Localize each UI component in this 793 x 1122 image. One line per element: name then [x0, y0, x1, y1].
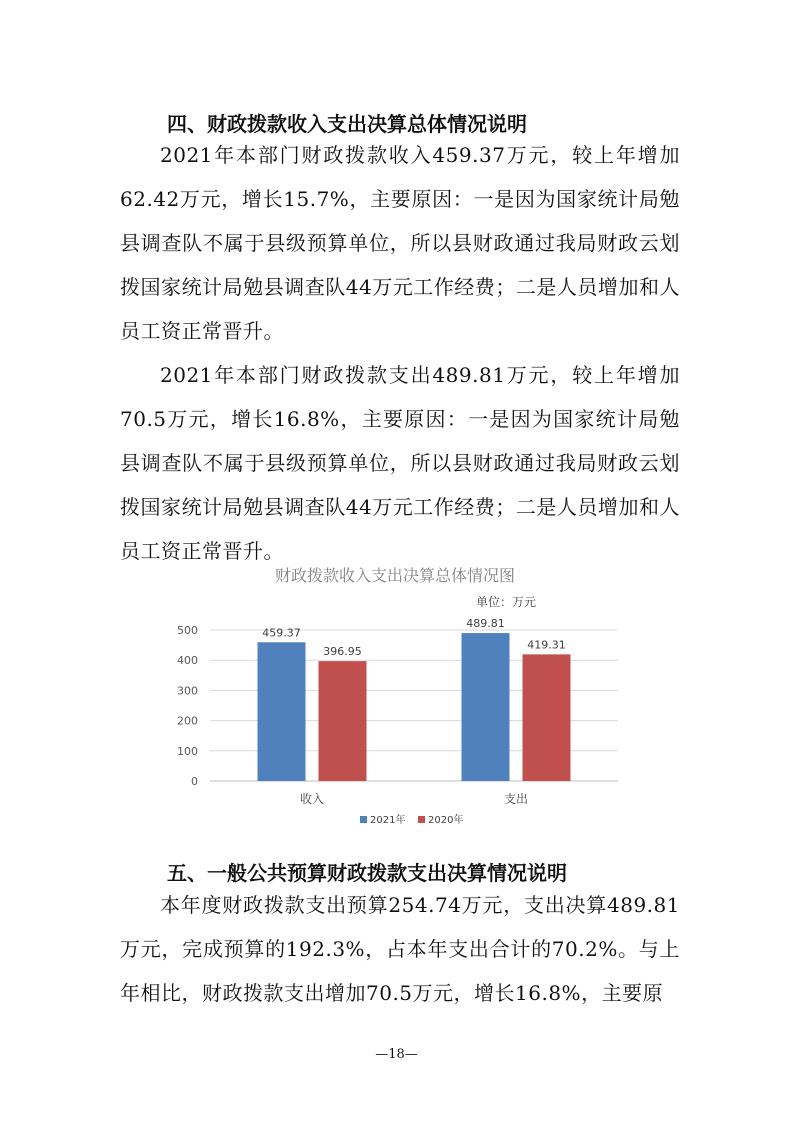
- legend-label: 2020年: [428, 815, 464, 826]
- bar-value-label: 419.31: [527, 638, 566, 652]
- y-tick-label: 100: [177, 744, 198, 758]
- legend-swatch: [418, 816, 425, 823]
- bar: [523, 654, 571, 781]
- bar: [258, 642, 306, 781]
- bar: [462, 633, 510, 781]
- y-tick-label: 400: [177, 654, 198, 668]
- unit-label: 单位：万元: [475, 595, 537, 609]
- bar: [319, 661, 367, 781]
- bar-value-label: 396.95: [323, 645, 362, 659]
- legend-label: 2021年: [370, 815, 406, 826]
- section5-heading: 五、一般公共预算财政拨款支出决算情况说明: [167, 861, 567, 885]
- y-tick-label: 0: [191, 775, 198, 788]
- section4-paragraph-income: 2021年本部门财政拨款收入459.37万元，较上年增加62.42万元，增长15.7%，主要原因：一是因为国家统计局勉县调查队不属于县级预算单位，所以县财政通过我局财政云划拨国家统计局勉县调查队44万元工作经费；二是人员增加和人员工资正常晋升。: [120, 143, 680, 343]
- section4-paragraph-expenditure: 2021年本部门财政拨款支出489.81万元，较上年增加70.5万元，增长16.8%，主要原因：一是因为国家统计局勉县调查队不属于县级预算单位，所以县财政通过我局财政云划拨国家统计局勉县调查队44万元工作经费；二是人员增加和人员工资正常晋升。: [120, 363, 680, 563]
- chart-title: 财政拨款收入支出决算总体情况图: [274, 566, 516, 585]
- page-number: —18—: [375, 1047, 418, 1062]
- bar-value-label: 489.81: [466, 617, 505, 631]
- section4-heading: 四、财政拨款收入支出决算总体情况说明: [167, 112, 527, 136]
- x-tick-label: 支出: [503, 792, 529, 806]
- y-tick-label: 500: [177, 624, 198, 637]
- section5-paragraph: 本年度财政拨款支出预算254.74万元，支出决算489.81万元，完成预算的192.3%，占本年支出合计的70.2%。与上年相比，财政拨款支出增加70.5万元，增长16.8%，主要原: [120, 893, 680, 1005]
- bar-value-label: 459.37: [262, 626, 301, 640]
- fiscal-overview-chart: [160, 560, 630, 845]
- legend-swatch: [360, 816, 367, 823]
- y-tick-label: 200: [177, 714, 198, 728]
- x-tick-label: 收入: [299, 792, 325, 806]
- y-tick-label: 300: [177, 684, 198, 698]
